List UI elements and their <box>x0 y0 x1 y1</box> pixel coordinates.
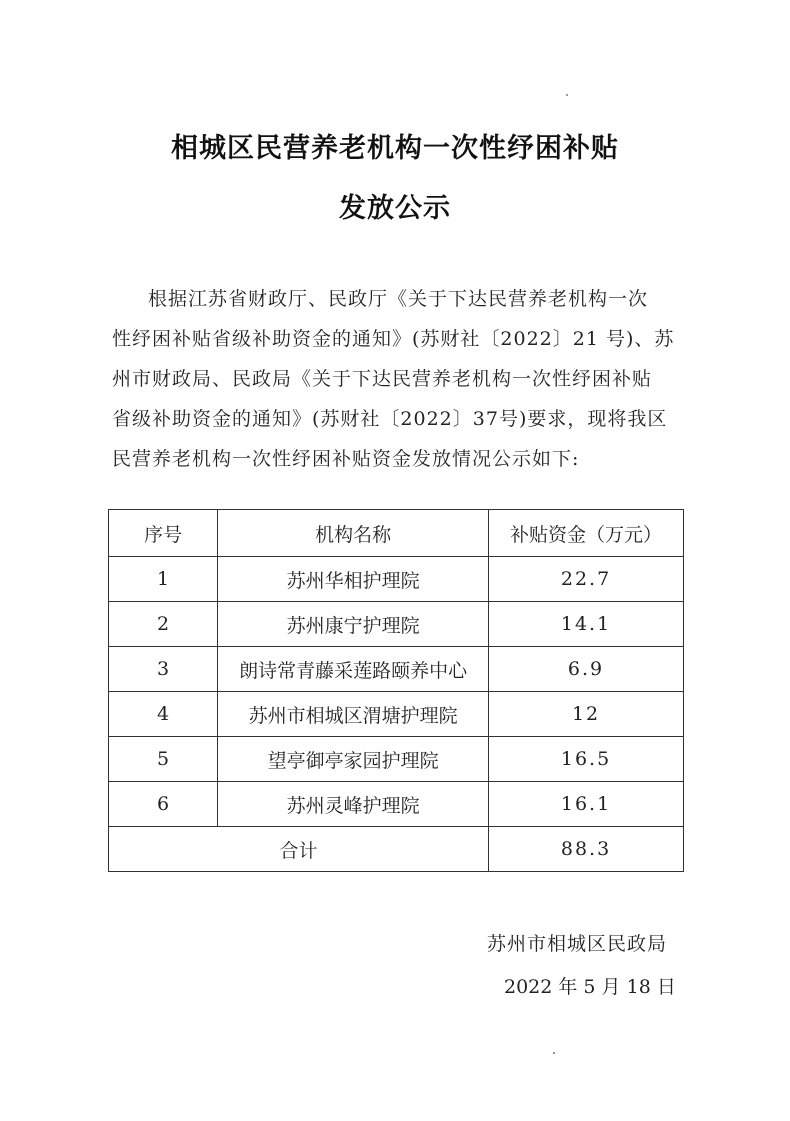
scan-speck <box>566 94 568 96</box>
table-row <box>109 602 684 647</box>
issue-date: 2022 年 5 月 18 日 <box>504 976 676 998</box>
notice-title-line-1: 相城区民营养老机构一次性纾困补贴 <box>171 133 619 164</box>
row-institution-name: 苏州市相城区渭塘护理院 <box>218 692 489 737</box>
total-amount: 88.3 <box>489 827 684 872</box>
scan-speck <box>553 1052 555 1054</box>
body-line-4: 省级补助资金的通知》(苏财社〔2022〕37号)要求，现将我区 <box>112 408 668 430</box>
body-line-1: 根据江苏省财政厅、民政厅《关于下达民营养老机构一次 <box>148 288 649 310</box>
table-row <box>109 557 684 602</box>
row-institution-name: 苏州华相护理院 <box>218 557 489 602</box>
row-subsidy-amount: 6.9 <box>489 647 684 692</box>
table-total-row <box>109 827 684 872</box>
row-serial-number: 4 <box>109 692 218 737</box>
row-serial-number: 1 <box>109 557 218 602</box>
row-serial-number: 2 <box>109 602 218 647</box>
header-subsidy-amount: 补贴资金（万元） <box>489 510 684 557</box>
table-row <box>109 782 684 827</box>
body-line-3: 州市财政局、民政局《关于下达民营养老机构一次性纾困补贴 <box>112 368 653 390</box>
issuing-authority: 苏州市相城区民政局 <box>487 933 668 955</box>
row-subsidy-amount: 22.7 <box>489 557 684 602</box>
header-institution-name: 机构名称 <box>218 510 489 557</box>
row-subsidy-amount: 16.5 <box>489 737 684 782</box>
row-institution-name: 苏州康宁护理院 <box>218 602 489 647</box>
body-line-2: 性纾困补贴省级补助资金的通知》(苏财社〔2022〕21 号)、苏 <box>112 328 675 350</box>
notice-body <box>112 279 692 479</box>
row-subsidy-amount: 12 <box>489 692 684 737</box>
row-institution-name: 朗诗常青藤采莲路颐养中心 <box>218 647 489 692</box>
header-serial-number: 序号 <box>109 510 218 557</box>
row-serial-number: 5 <box>109 737 218 782</box>
row-serial-number: 3 <box>109 647 218 692</box>
row-institution-name: 苏州灵峰护理院 <box>218 782 489 827</box>
table-row <box>109 692 684 737</box>
row-subsidy-amount: 14.1 <box>489 602 684 647</box>
body-line-5: 民营养老机构一次性纾困补贴资金发放情况公示如下: <box>112 448 580 470</box>
notice-title-line-2: 发放公示 <box>339 193 451 224</box>
table-header-row <box>109 510 684 557</box>
table-row <box>109 647 684 692</box>
row-serial-number: 6 <box>109 782 218 827</box>
total-label: 合计 <box>109 827 489 872</box>
table-row <box>109 737 684 782</box>
subsidy-table <box>108 509 684 872</box>
row-subsidy-amount: 16.1 <box>489 782 684 827</box>
row-institution-name: 望亭御亭家园护理院 <box>218 737 489 782</box>
